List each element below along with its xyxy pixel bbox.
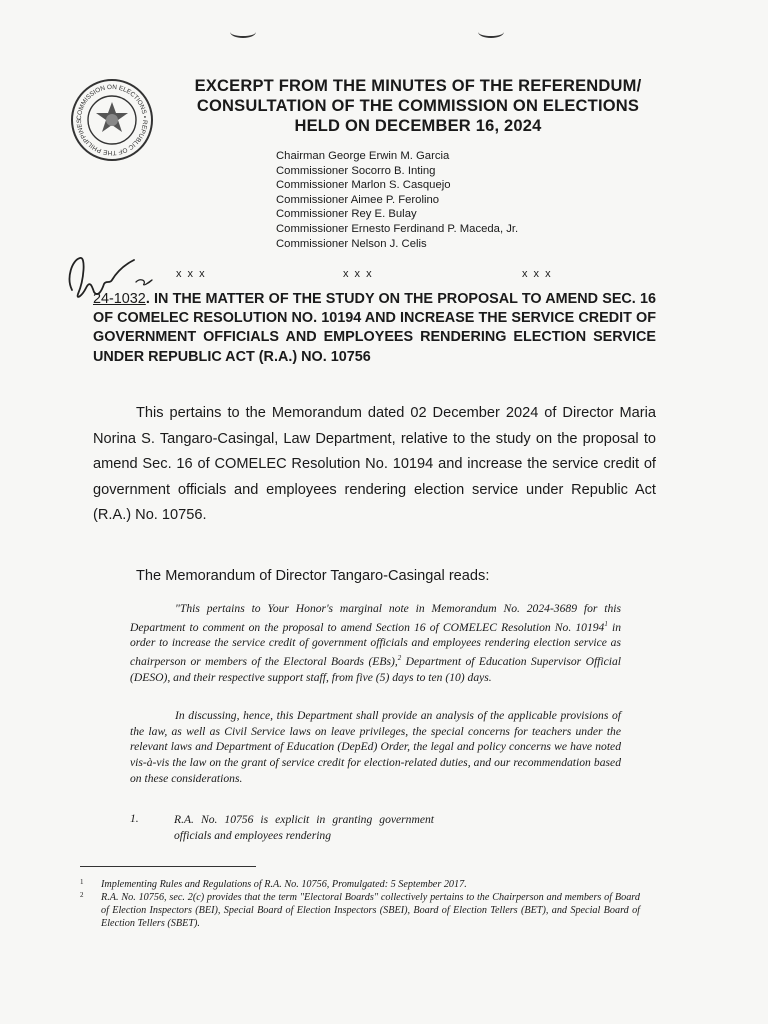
quote-text: Department of Education Supervisor Official (DESO), and their respective support staff, from five (5) days to ten (10) days.	[130, 654, 621, 684]
footnote-ref: 1	[604, 619, 608, 628]
resolution-number: 24-1032	[93, 291, 146, 307]
punch-hole-mark-right	[478, 26, 504, 38]
attendee: Commissioner Rey E. Bulay	[276, 208, 417, 221]
footnote-number: 1	[80, 878, 84, 886]
title-line-2: CONSULTATION OF THE COMMISSION ON ELECTIONS	[196, 97, 640, 115]
list-item-number: 1.	[130, 812, 139, 825]
footnote-2	[80, 891, 640, 931]
attendee: Commissioner Socorro B. Inting	[276, 164, 436, 177]
attendee: Commissioner Aimee P. Ferolino	[276, 193, 440, 206]
body-paragraph-2: The Memorandum of Director Tangaro-Casingal reads:	[136, 568, 490, 584]
comelec-seal-icon	[70, 78, 154, 162]
attendee: Commissioner Ernesto Ferdinand P. Maceda, Jr.	[276, 222, 519, 235]
attendee: Chairman George Erwin M. Garcia	[276, 150, 450, 162]
attendee: Commissioner Marlon S. Casquejo	[276, 179, 451, 192]
seal-text: COMMISSION ON ELECTIONS • REPUBLIC OF THE PHILIPPINES	[75, 83, 149, 157]
separator-center: x x x	[343, 268, 374, 280]
footnote-1	[80, 878, 640, 891]
attendee-list	[276, 149, 518, 251]
resolution-title: . IN THE MATTER OF THE STUDY ON THE PROPOSAL TO AMEND SEC. 16 OF COMELEC RESOLUTION NO. 10194 AND INCREASE THE SERVICE CREDIT OF GOVERNMENT OFFICIALS AND EMPLOYEES RENDERING ELECTION SERVICE UNDER REPUBLIC ACT (R.A.) NO. 10756	[93, 291, 656, 365]
footnote-text: Implementing Rules and Regulations of R.A. No. 10756, Promulgated: 5 September 2017.	[101, 879, 467, 890]
quote-text: "This pertains to Your Honor's marginal note in Memorandum No. 2024-3689 for this Department to comment on the proposal to amend Section 16 of COMELEC Resolution No. 10194	[130, 602, 621, 634]
separator-right: x x x	[522, 268, 553, 280]
quote-text: in order to increase the service credit of government officials and employees rendering election service as chairperson or members of the Electoral Boards (EBs),	[130, 620, 621, 668]
list-item-text: R.A. No. 10756 is explicit in granting government officials and employees rendering	[174, 813, 434, 842]
quoted-paragraph-2: In discussing, hence, this Department shall provide an analysis of the applicable provisions of the law, as well as Civil Service laws on leave privileges, the special concerns for teachers under the relevant laws and Department of Education (DepEd) Order, the legal and policy concerns we have noted vis-à-vis the law on the grant of service credit for election-related duties, and our recommendation based on these considerations.	[130, 709, 621, 785]
body-paragraph-1: This pertains to the Memorandum dated 02 December 2024 of Director Maria Norina S. Tangaro-Casingal, Law Department, relative to the study on the proposal to amend Sec. 16 of COMELEC Resolution No. 10194 and increase the service credit of government officials and employees rendering election service under Republic Act (R.A.) No. 10756.	[93, 405, 656, 524]
resolution-heading	[93, 290, 656, 367]
footnote-divider	[80, 866, 256, 867]
document-title	[168, 76, 668, 136]
footnote-number: 2	[80, 891, 84, 899]
footnote-text: R.A. No. 10756, sec. 2(c) provides that the term "Electoral Boards" collectively pertains to the Chairperson and members of Board of Election Inspectors (BEI), Special Board of Election Inspectors (SBEI), Board of Election Tellers (BET), and Special Board of Election Tellers (SBET).	[101, 892, 640, 930]
separator-left: x x x	[176, 268, 207, 280]
title-line-1: EXCERPT FROM THE MINUTES OF THE REFERENDUM/	[194, 77, 642, 95]
punch-hole-mark-left	[230, 26, 256, 38]
title-line-3: HELD ON DECEMBER 16, 2024	[294, 117, 542, 135]
footnote-ref: 2	[397, 653, 402, 662]
quoted-paragraph-1	[130, 601, 621, 685]
attendee: Commissioner Nelson J. Celis	[276, 237, 427, 250]
